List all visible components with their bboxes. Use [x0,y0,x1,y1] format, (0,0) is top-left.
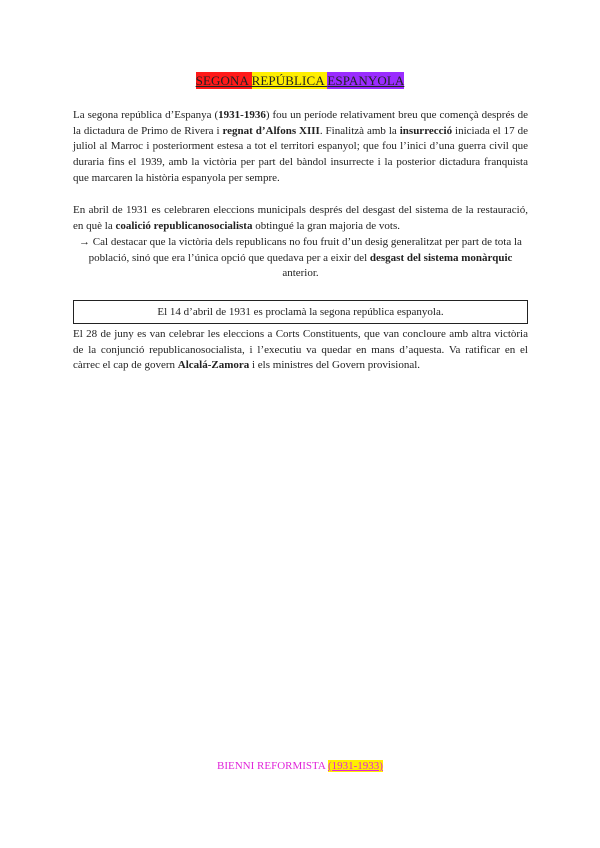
page-title [0,72,600,90]
bold-years: 1931-1936 [218,109,266,121]
bold-desgast: desgast del sistema monàrquic [369,251,513,264]
corts-paragraph [73,327,528,374]
title-part-espanyola: ESPANYOLA [327,73,405,88]
elections-paragraph [73,203,528,234]
title-part-segona: SEGONA [195,73,252,88]
text-run: . Finalitzà amb la [319,124,400,137]
proclamation-box: El 14 d’abril de 1931 es proclamà la segona república espanyola. [73,300,528,324]
section-heading-years: (1931-1933) [327,760,383,772]
section-heading-label: BIENNI REFORMISTA [217,760,328,772]
text-run: ) fou un període relativament breu que començà després de la dictadura de Primo de Rivera i [73,109,528,137]
bold-regnat: regnat d’Alfons XIII [222,124,320,137]
text-run: i els ministres del Govern provisional. [249,359,421,372]
intro-paragraph [73,108,528,187]
section-heading-bienni [0,760,600,772]
text-run: El 28 de juny es van celebrar les eleccions a Corts Constituents, que van concloure amb altra victòria de la conjunció republicanosocialista, i l’executiu va quedar en mans d’aquesta. Va ratificar en el càrrec el cap de govern [73,328,528,372]
text-run: En abril de 1931 es celebraren eleccions municipals després del desgast del sistema de la restauració, en què la [73,204,528,232]
bold-coalicio: coalició republicanosocialista [115,219,253,232]
bold-alcala-zamora: Alcalá-Zamora [177,359,250,372]
text-run: La segona república d’Espanya ( [73,109,219,121]
text-run: iniciada el 17 de juliol al Marroc i posteriorment estesa a tot el territori espanyol; que fou l’inici d’una guerra civil que duraria fins el 1939, amb la victòria per part del bàndol insurrecte i la posterior dictadura franquista que marcaren la història espanyola per sempre. [73,124,528,184]
bold-insurreccio: insurrecció [399,124,453,137]
text-run: obtingué la gran majoria de vots. [252,219,400,232]
text-run: anterior. [282,267,319,280]
text-run: → Cal destacar que la victòria dels republicans no fou fruit d’un desig generalitzat per part de tota la població, sinó que era l’única opció que quedava per a eixir del [79,236,522,264]
arrow-note-paragraph [73,235,528,282]
title-part-republica: REPÚBLICA [251,73,328,88]
